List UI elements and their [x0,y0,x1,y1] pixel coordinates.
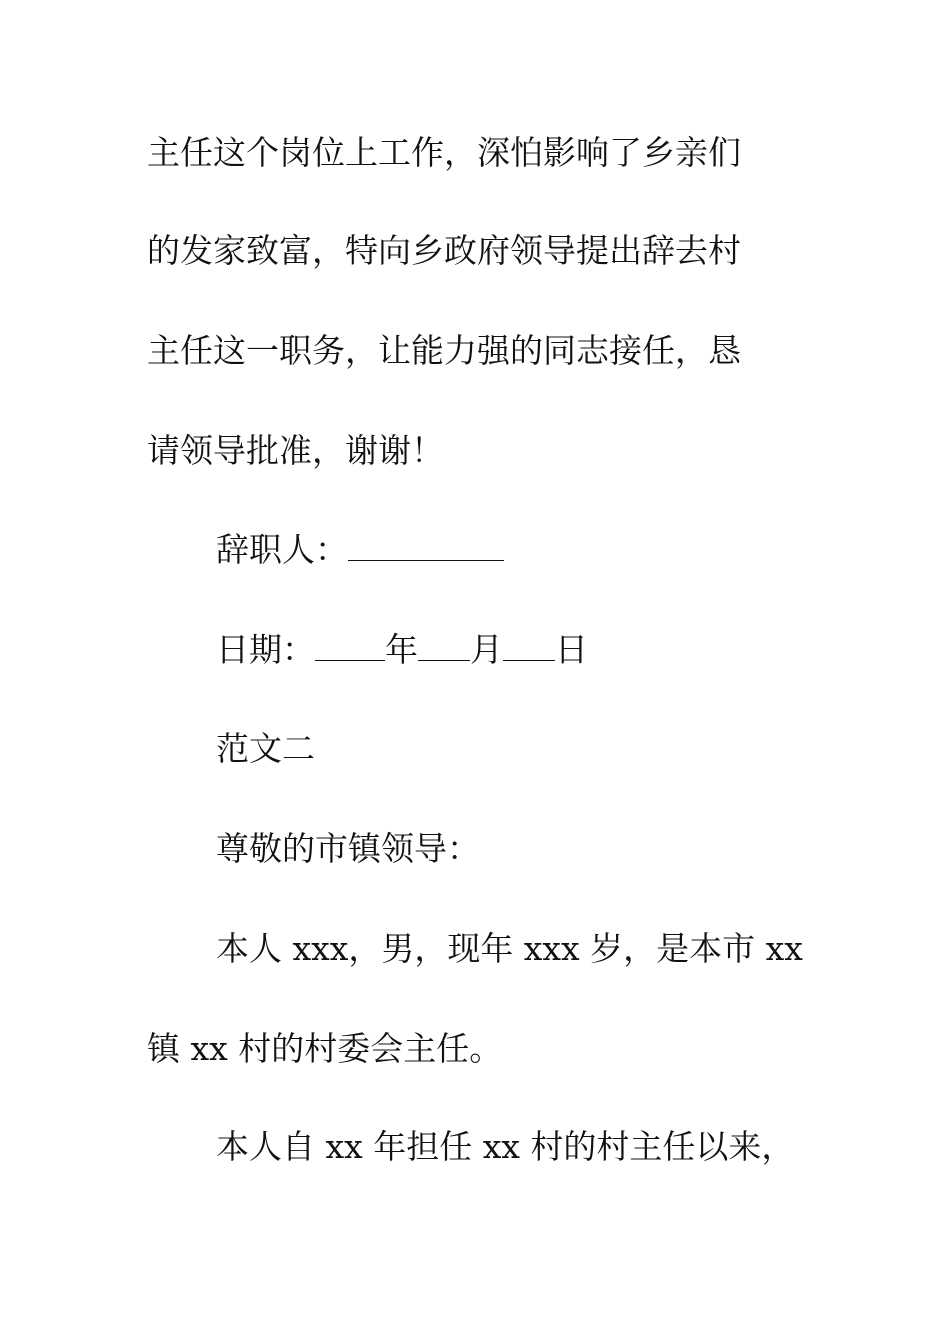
year-blank [315,630,385,661]
resigner-line [216,530,504,570]
para2-line-2: 镇 xx 村的村委会主任。 [147,1029,503,1068]
section-title: 范文二 [216,729,315,768]
date-day-unit: 日 [555,630,588,669]
date-label: 日期： [216,630,315,669]
body-line-2: 的发家致富，特向乡政府领导提出辞去村 [147,231,741,270]
date-line [216,630,588,670]
date-month-unit: 月 [470,630,503,669]
salutation: 尊敬的市镇领导： [216,829,480,868]
date-year-unit: 年 [385,630,418,669]
body-line-4: 请领导批准，谢谢！ [147,431,444,470]
day-blank [503,630,555,661]
para3-line-1: 本人自 xx 年担任 xx 村的村主任以来， [216,1127,795,1166]
resigner-label: 辞职人： [216,530,348,569]
para2-line-1: 本人 xxx，男，现年 xxx 岁，是本市 xx [216,929,803,968]
month-blank [418,630,470,661]
body-line-3: 主任这一职务，让能力强的同志接任，恳 [147,331,741,370]
body-line-1: 主任这个岗位上工作，深怕影响了乡亲们 [147,133,741,172]
resigner-blank [348,530,504,561]
